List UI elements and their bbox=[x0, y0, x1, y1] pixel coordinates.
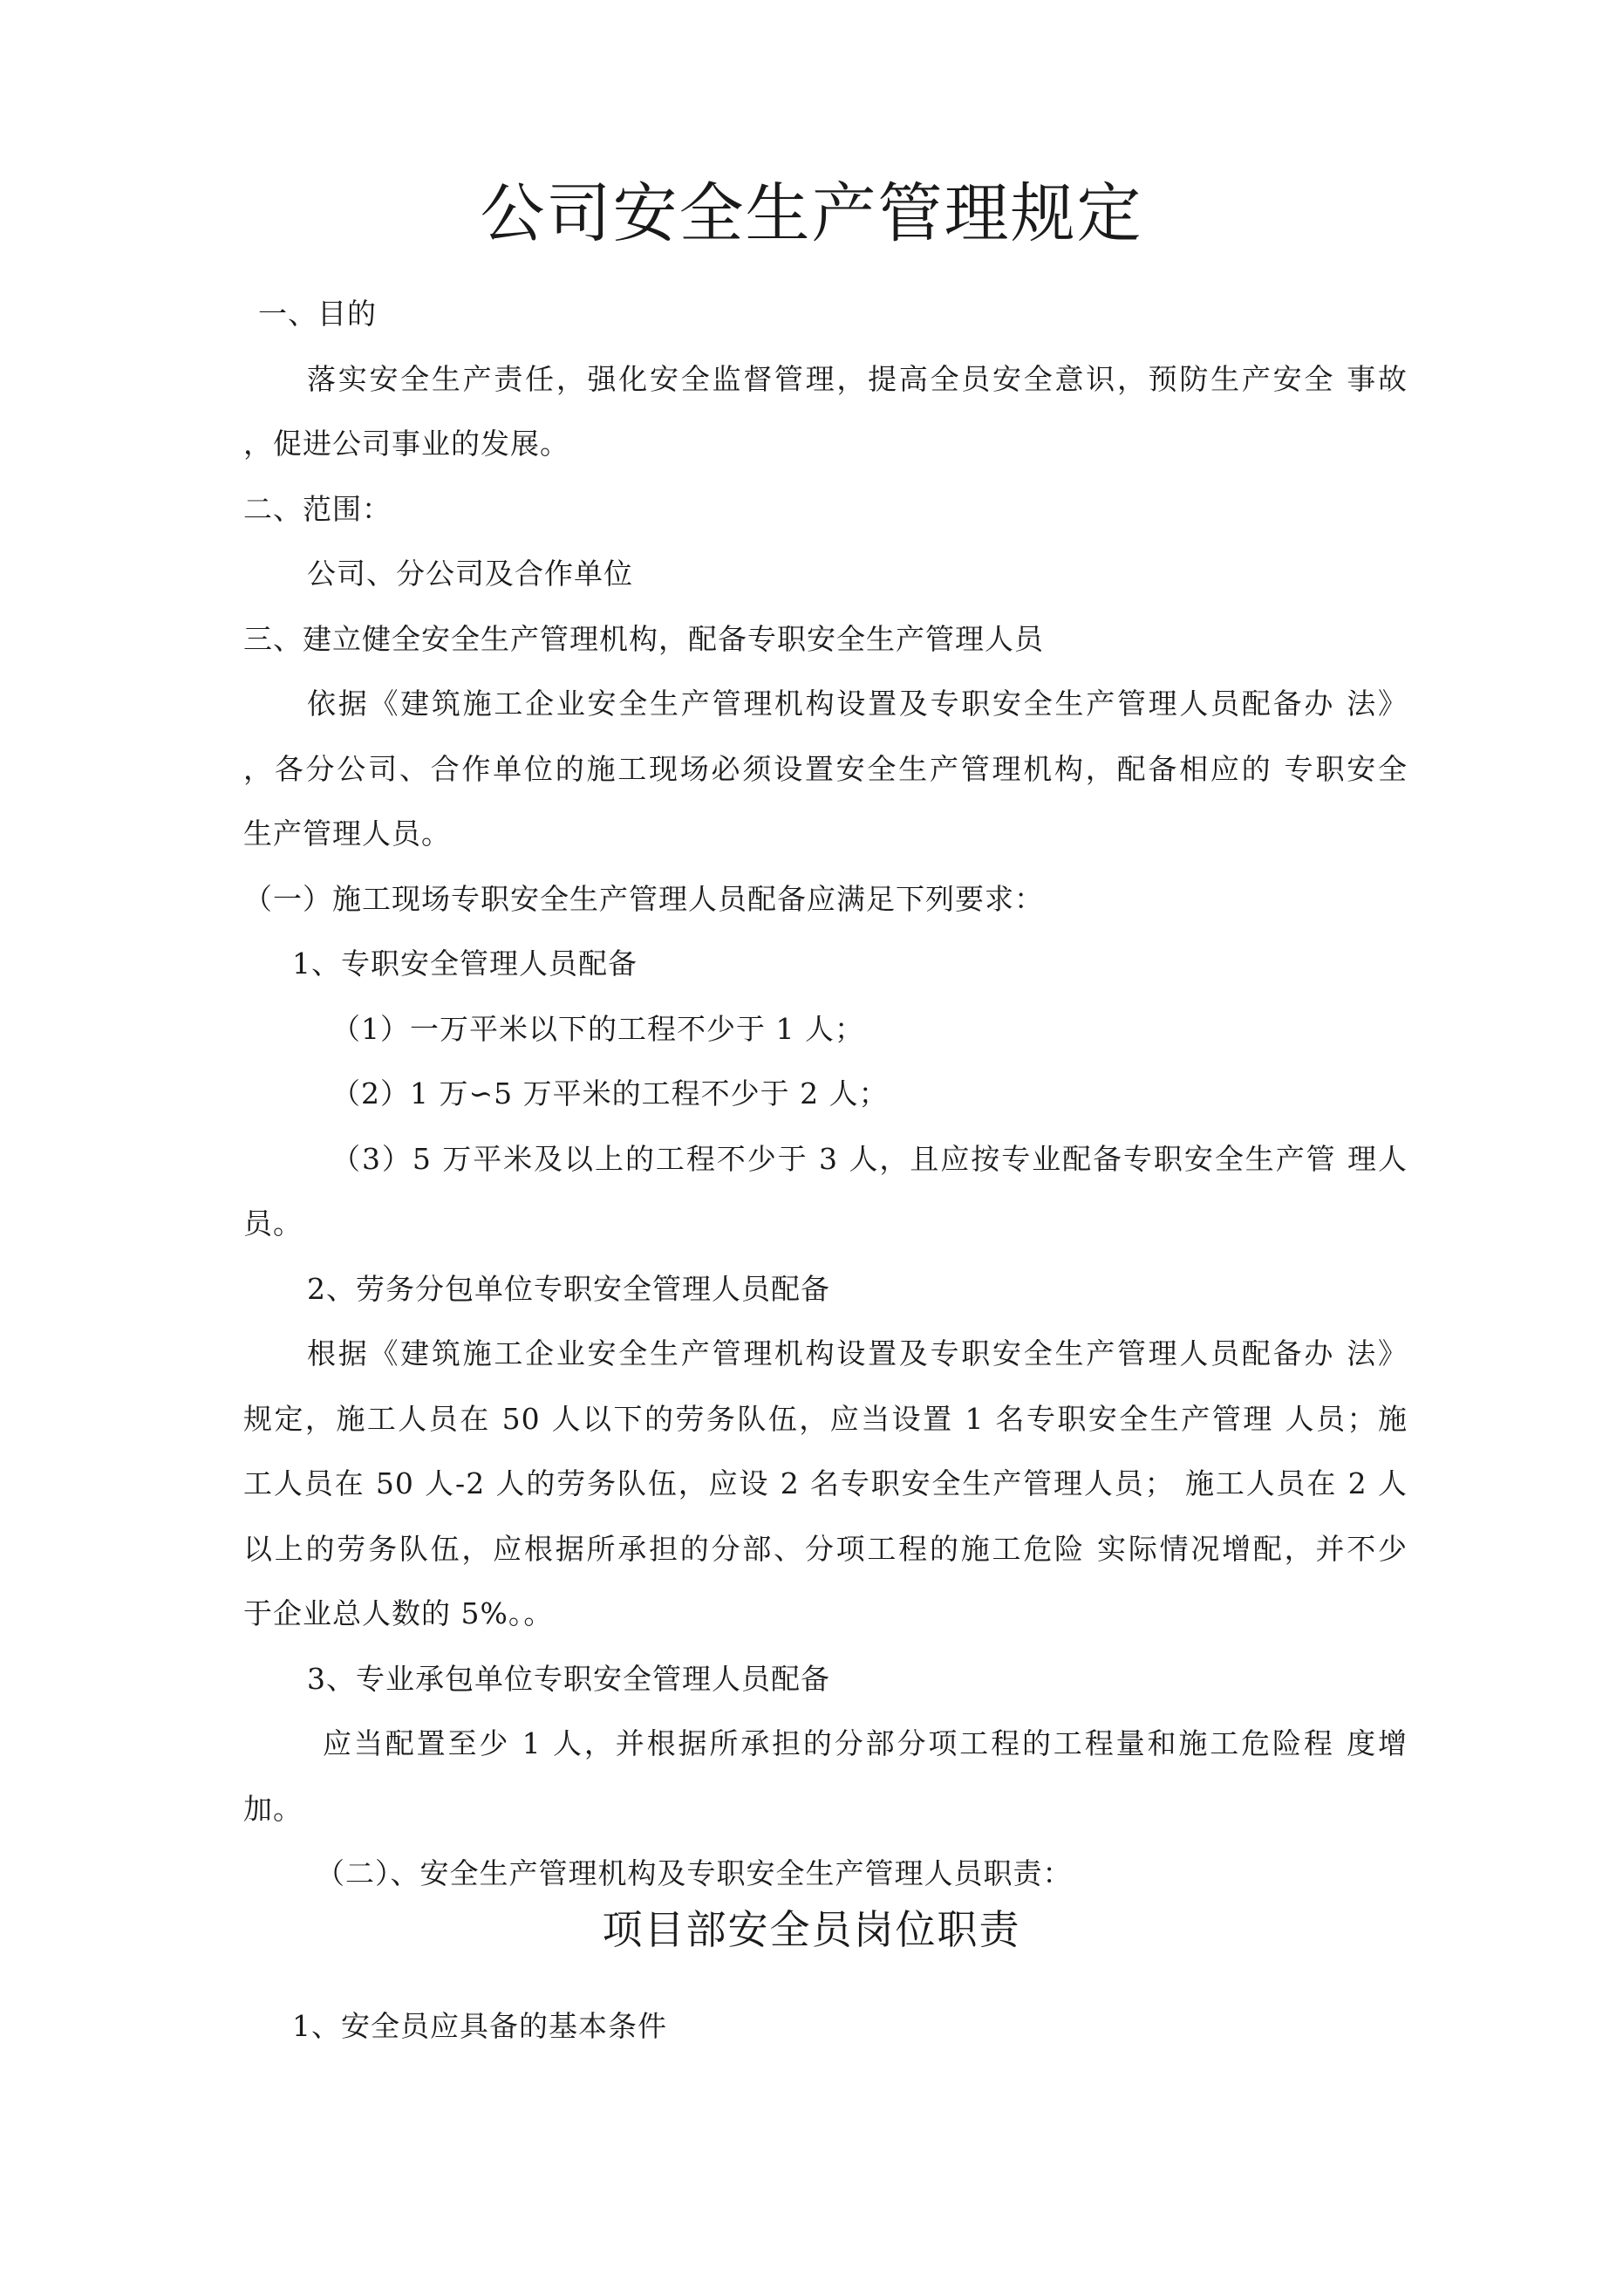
paragraph-line: 根据《建筑施工企业安全生产管理机构设置及专职安全生产管理人员配备办 法》 bbox=[307, 1336, 1408, 1370]
item-heading: 2、劳务分包单位专职安全管理人员配备 bbox=[307, 1272, 830, 1306]
subsection-heading: （二）、安全生产管理机构及专职安全生产管理人员职责： bbox=[316, 1856, 1073, 1890]
paragraph-line: 公司、分公司及合作单位 bbox=[307, 557, 633, 591]
paragraph-line: 落实安全生产责任，强化安全监督管理，提高全员安全意识，预防生产安全 事故 bbox=[307, 362, 1408, 396]
section-1-heading: 一、目的 bbox=[258, 297, 377, 331]
section-subtitle: 项目部安全员岗位职责 bbox=[602, 1906, 1021, 1953]
subsection-heading: （一）施工现场专职安全生产管理人员配备应满足下列要求： bbox=[243, 882, 1044, 916]
list-item: （3）5 万平米及以上的工程不少于 3 人，且应按专业配备专职安全生产管 理人 bbox=[331, 1142, 1408, 1176]
paragraph-line: 于企业总人数的 5%。。 bbox=[243, 1596, 554, 1630]
paragraph-line: 员。 bbox=[243, 1206, 303, 1240]
section-2-heading: 二、范围： bbox=[243, 492, 392, 526]
list-item: （2）1 万∽5 万平米的工程不少于 2 人； bbox=[331, 1076, 889, 1110]
list-item: （1）一万平米以下的工程不少于 1 人； bbox=[331, 1012, 864, 1046]
item-heading: 1、安全员应具备的基本条件 bbox=[292, 2009, 667, 2043]
paragraph-line: 以上的劳务队伍，应根据所承担的分部、分项工程的施工危险 实际情况增配，并不少 bbox=[243, 1532, 1408, 1566]
paragraph-line: 工人员在 50 人-2 人的劳务队伍，应设 2 名专职安全生产管理人员； 施工人员在 2 人 bbox=[243, 1466, 1408, 1500]
section-3-heading: 三、建立健全安全生产管理机构，配备专职安全生产管理人员 bbox=[243, 622, 1044, 656]
item-heading: 3、专业承包单位专职安全管理人员配备 bbox=[307, 1662, 830, 1696]
paragraph-line: 加。 bbox=[243, 1792, 303, 1826]
paragraph-line: 应当配置至少 1 人，并根据所承担的分部分项工程的工程量和施工危险程 度增 bbox=[323, 1726, 1408, 1760]
paragraph-line: 生产管理人员。 bbox=[243, 817, 451, 851]
paragraph-line: ，各分公司、合作单位的施工现场必须设置安全生产管理机构，配备相应的 专职安全 bbox=[243, 752, 1408, 786]
item-heading: 1、专职安全管理人员配备 bbox=[292, 946, 638, 981]
paragraph-line: 依据《建筑施工企业安全生产管理机构设置及专职安全生产管理人员配备办 法》 bbox=[307, 687, 1408, 721]
paragraph-line: 规定，施工人员在 50 人以下的劳务队伍，应当设置 1 名专职安全生产管理 人员；施 bbox=[243, 1402, 1408, 1436]
paragraph-line: ，促进公司事业的发展。 bbox=[243, 427, 569, 461]
document-title: 公司安全生产管理规定 bbox=[480, 176, 1143, 251]
